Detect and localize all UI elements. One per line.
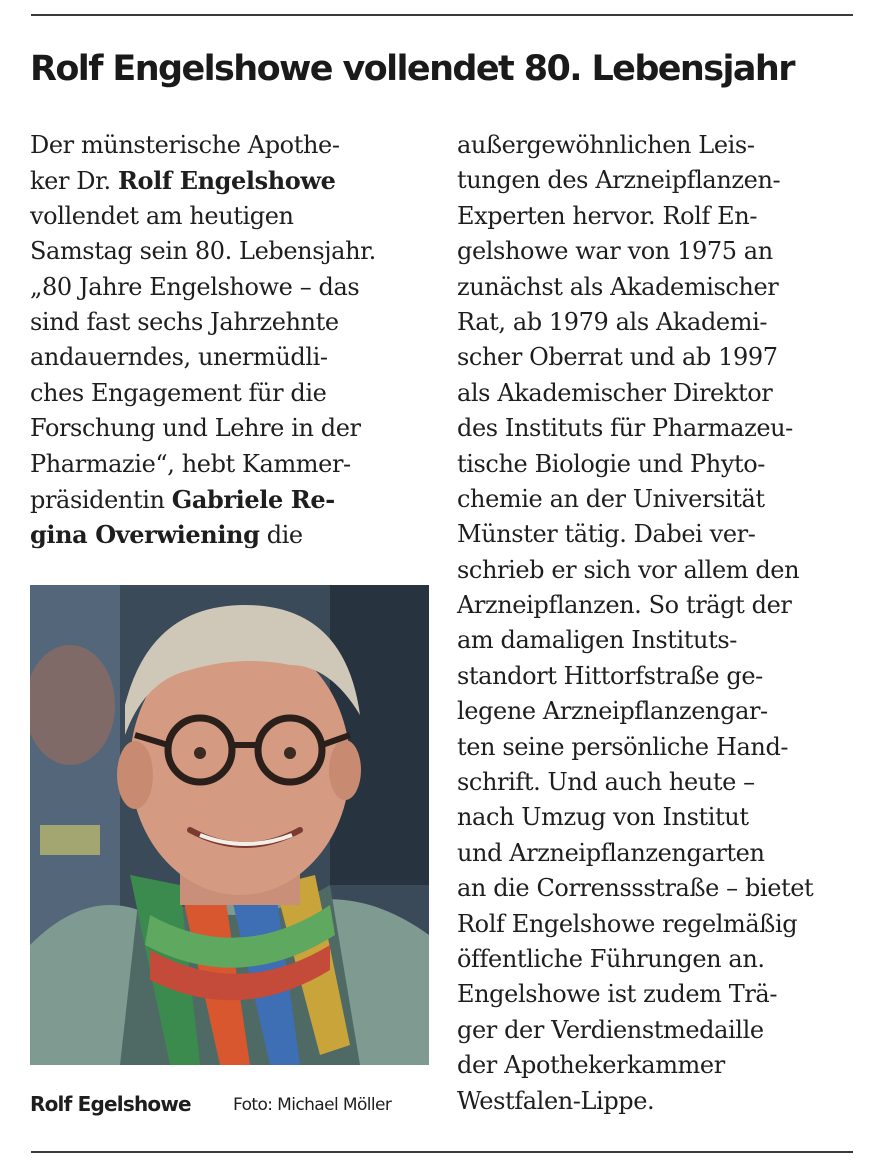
- bottom-rule: [31, 1151, 853, 1153]
- photo-credit: Foto: Michael Möller: [233, 1095, 392, 1115]
- body-line: chemie an der Universität: [457, 484, 765, 513]
- body-line: als Akademischer Direktor: [457, 378, 773, 407]
- body-line: ker Dr. Rolf Engelshowe: [30, 166, 336, 196]
- body-line: Rat, ab 1979 als Akademi-: [457, 307, 768, 336]
- top-rule: [31, 14, 853, 16]
- body-line: Der münsterische Apothe-: [30, 131, 340, 159]
- body-line: Pharmazie“, hebt Kammer-: [30, 449, 351, 478]
- body-line: Forschung und Lehre in der: [30, 414, 361, 443]
- article-column-left: [30, 128, 376, 553]
- person-name-bold: Rolf Engelshowe: [117, 166, 336, 196]
- body-line: des Instituts für Pharmazeu-: [457, 414, 793, 443]
- body-line: präsidentin Gabriele Re-: [30, 484, 335, 514]
- body-line: und Arzneipflanzengarten: [457, 838, 765, 867]
- body-line: legene Arzneipflanzengar-: [457, 697, 768, 726]
- body-line: außergewöhnlichen Leis-: [457, 131, 755, 159]
- body-line: scher Oberrat und ab 1997: [457, 343, 778, 372]
- article-headline: Rolf Engelshowe vollendet 80. Lebensjahr: [30, 49, 794, 89]
- body-line: an die Correnssstraße – bietet: [457, 874, 814, 903]
- body-line: gina Overwiening die: [30, 520, 303, 550]
- body-line: vollendet am heutigen: [30, 201, 294, 230]
- body-line: ten seine persönliche Hand-: [457, 732, 789, 761]
- body-line: sind fast sechs Jahrzehnte: [30, 307, 339, 336]
- person-name-bold: Gabriele Re-: [171, 484, 335, 514]
- body-line: Westfalen-Lippe.: [457, 1086, 655, 1115]
- body-line: Arzneipflanzen. So trägt der: [457, 591, 792, 620]
- photo-caption-name: Rolf Egelshowe: [30, 1092, 191, 1116]
- body-line: Experten hervor. Rolf En-: [457, 201, 758, 230]
- body-line: Samstag sein 80. Lebensjahr.: [30, 237, 376, 266]
- body-line: ger der Verdienstmedaille: [457, 1015, 764, 1044]
- body-line: am damaligen Instituts-: [457, 626, 737, 655]
- person-name-bold: gina Overwiening: [30, 520, 260, 550]
- body-line: Münster tätig. Dabei ver-: [457, 520, 756, 549]
- body-line: ches Engagement für die: [30, 378, 327, 407]
- portrait-illustration: [30, 585, 429, 1065]
- body-line: tungen des Arzneipflanzen-: [457, 166, 781, 195]
- body-line: nach Umzug von Institut: [457, 803, 749, 832]
- body-line: Engelshowe ist zudem Trä-: [457, 980, 778, 1009]
- body-line: andauerndes, unermüdli-: [30, 343, 328, 372]
- body-line: der Apothekerkammer: [457, 1051, 725, 1080]
- body-line: öffentliche Führungen an.: [457, 944, 765, 973]
- portrait-photo: [30, 585, 429, 1065]
- body-line: standort Hittorfstraße ge-: [457, 661, 763, 690]
- body-line: tische Biologie und Phyto-: [457, 449, 765, 478]
- body-line: schrieb er sich vor allem den: [457, 555, 800, 584]
- body-line: „80 Jahre Engelshowe – das: [30, 272, 360, 301]
- body-line: gelshowe war von 1975 an: [457, 237, 773, 266]
- article-column-right: [457, 128, 813, 1119]
- body-line: Rolf Engelshowe regelmäßig: [457, 909, 798, 938]
- body-line: zunächst als Akademischer: [457, 272, 779, 301]
- body-line: schrift. Und auch heute –: [457, 768, 755, 797]
